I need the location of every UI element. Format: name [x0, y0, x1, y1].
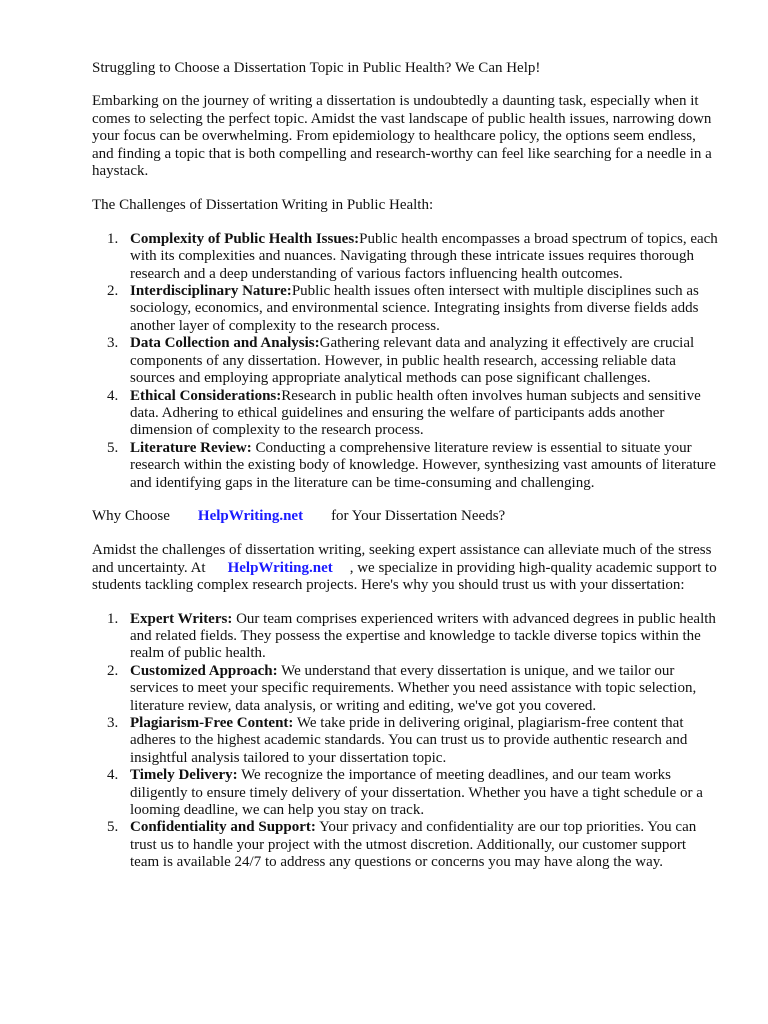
- list-item-text: We take pride in delivering original, plagiarism-free content that adheres to the highest academic standards. You can trust us to provide authentic research and insightful analysis tailored to your dissertation topic.: [130, 715, 688, 766]
- list-item-term: Plagiarism-Free Content:: [130, 715, 294, 731]
- document-heading: Struggling to Choose a Dissertation Topic in Public Health? We Can Help!: [92, 60, 541, 76]
- list-item-text: Conducting a comprehensive literature review is essential to situate your research within the existing body of knowledge. However, synthesizing vast amounts of literature and identifying gaps in the literature can be time-consuming and challenging.: [130, 439, 716, 491]
- list-item-number: 3.: [107, 715, 119, 731]
- list-item: [92, 231, 718, 283]
- why-choose-before: Why Choose: [92, 507, 170, 524]
- list-item: [92, 388, 718, 440]
- why-choose-line: [92, 508, 718, 525]
- list-item-number: 5.: [107, 439, 119, 456]
- list-item-term: Customized Approach:: [130, 662, 278, 679]
- list-item-text: Our team comprises experienced writers with advanced degrees in public health and related fields. They possess the expertise and knowledge to tackle diverse topics within the realm of public health.: [130, 610, 716, 662]
- list-item-number: 4.: [107, 767, 119, 784]
- list-item: [92, 715, 718, 767]
- helpwriting-link[interactable]: HelpWriting.net: [197, 507, 304, 524]
- why-choose-after: for Your Dissertation Needs?: [331, 507, 506, 524]
- list-item: [92, 663, 718, 715]
- list-item-text: Your privacy and confidentiality are our top priorities. You can trust us to handle your project with the utmost discretion. Additionally, our customer support team is available 24/7 to address any questions or concerns you may have along the way.: [130, 819, 697, 871]
- list-item-text: Public health encompasses a broad spectrum of topics, each with its complexities and nuances. Navigating through these intricate issues requires thorough research and a deep understanding of various factors influencing health outcomes.: [130, 230, 718, 282]
- list-item-term: Expert Writers:: [130, 610, 233, 627]
- list-item-term: Ethical Considerations:: [130, 387, 282, 404]
- challenges-title: The Challenges of Dissertation Writing in Public Health:: [92, 197, 434, 214]
- list-item-text: Research in public health often involves human subjects and sensitive data. Adhering to ethical guidelines and ensuring the welfare of participants adds another dimension of complexity to the research process.: [130, 387, 701, 439]
- list-item: [92, 611, 718, 663]
- list-item-text: Gathering relevant data and analyzing it effectively are crucial components of any dissertation. However, in public health research, accessing reliable data sources and employing appropriate analytical methods can pose significant challenges.: [130, 335, 695, 387]
- list-item-text: Public health issues often intersect with multiple disciplines such as sociology, economics, and environmental science. Integrating insights from diverse fields adds another layer of complexity to the research process.: [130, 283, 699, 334]
- list-item: [92, 767, 718, 819]
- list-item-term: Complexity of Public Health Issues:: [130, 230, 360, 247]
- challenges-list: [92, 231, 718, 492]
- list-item-number: 2.: [107, 283, 119, 300]
- list-item-number: 4.: [107, 387, 119, 404]
- list-item: [92, 819, 718, 871]
- list-item-term: Data Collection and Analysis:: [130, 335, 320, 352]
- list-item-text: We understand that every dissertation is unique, and we tailor our services to meet your specific requirements. Whether you need assistance with topic selection, literature review, data analysis, or writing and editing, we've got you covered.: [130, 662, 697, 714]
- list-item-term: Interdisciplinary Nature:: [130, 283, 292, 300]
- reasons-list: [92, 611, 718, 872]
- list-item-term: Literature Review:: [130, 439, 252, 456]
- document-page: [92, 60, 718, 872]
- list-item: [92, 335, 718, 387]
- amidst-before: Amidst the challenges of dissertation writing, seeking expert assistance can alleviate much of the stress and uncertainty. At: [92, 542, 712, 576]
- list-item-number: 5.: [107, 819, 119, 836]
- list-item: [92, 440, 718, 492]
- list-item-number: 1.: [107, 610, 119, 627]
- list-item-term: Confidentiality and Support:: [130, 819, 316, 836]
- list-item-text: We recognize the importance of meeting deadlines, and our team works diligently to ensure timely delivery of your dissertation. Whether you have a tight schedule or a looming deadline, we can help you stay on track.: [130, 767, 703, 819]
- intro-paragraph: Embarking on the journey of writing a dissertation is undoubtedly a daunting task, especially when it comes to selecting the perfect topic. Amidst the vast landscape of public health issues, narrowing down your focus can be overwhelming. From epidemiology to healthcare policy, the options seem endless, and finding a topic that is both compelling and research-worthy can feel like searching for a needle in a haystack.: [92, 93, 712, 180]
- list-item-number: 1.: [107, 230, 119, 247]
- list-item-number: 2.: [107, 662, 119, 679]
- amidst-after: , we specialize in providing high-quality academic support to students tackling complex research projects. Here's why you should trust us with your dissertation:: [92, 559, 717, 594]
- amidst-paragraph: [92, 542, 718, 594]
- helpwriting-link[interactable]: HelpWriting.net: [227, 559, 333, 576]
- list-item: [92, 283, 718, 335]
- list-item-term: Timely Delivery:: [130, 767, 238, 784]
- list-item-number: 3.: [107, 335, 119, 352]
